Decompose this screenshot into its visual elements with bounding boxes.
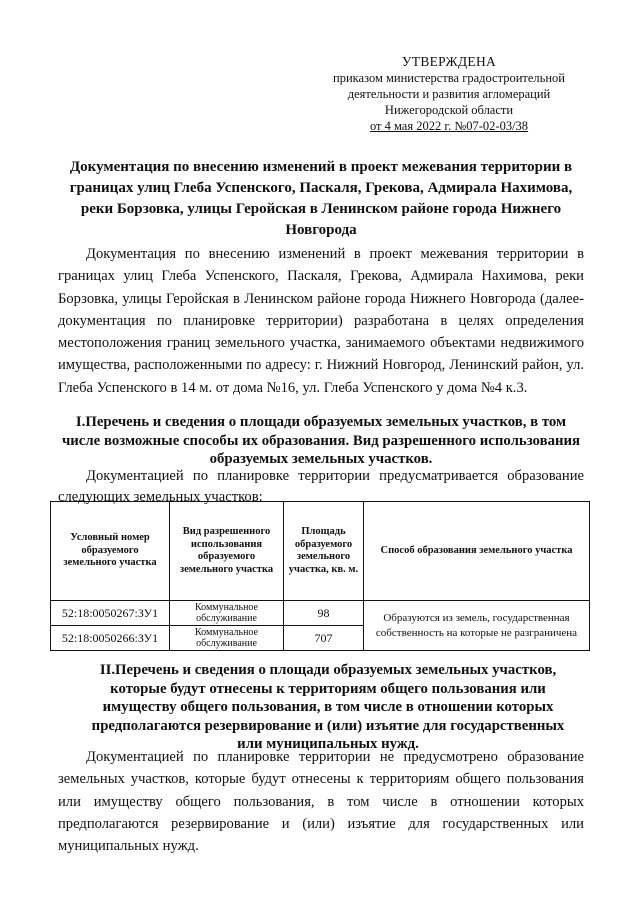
section2-heading: II.Перечень и сведения о площади образуемых земельных участков, которые будут отнесены к территориям общего пользования или имуществу общего пользования, в том числе в отношении которых предполагаются резервирование и (или) изъятие для государственных или муниципальных нужд. xyxy=(91,662,565,752)
document-title: Документация по внесению изменений в проект межевания территории в границах улиц Глеба Успенского, Паскаля, Грекова, Адмирала Нахимова, реки Борзовка, улицы Геройская в Ленинском районе города Нижнего Новгорода xyxy=(69,159,573,238)
plot-number-cell: 52:18:0050266:ЗУ1 xyxy=(51,626,170,651)
table-header-row xyxy=(51,502,590,601)
plot-use-cell: Коммунальное обслуживание xyxy=(170,601,284,626)
plot-area-cell: 707 xyxy=(284,626,364,651)
approval-order-number: от 4 мая 2022 г. №07-02-03/38 xyxy=(369,119,529,133)
approval-line: деятельности и развития агломераций xyxy=(347,87,551,101)
section2-text: Документацией по планировке территории не предусмотрено образование земельных участков, которые будут отнесены к территориям общего пользования или имуществу общего пользования, в том числе в отношении которых предполагаются резервирование и (или) изъятие для государственных или муниципальных нужд. xyxy=(58,749,584,855)
plot-area-cell: 98 xyxy=(284,601,364,626)
section1-heading: I.Перечень и сведения о площади образуемых земельных участков, в том числе возможные способы их образования. Вид разрешенного использования образуемых земельных участков. xyxy=(61,414,581,467)
column-header: Вид разрешенного использования образуемого земельного участка xyxy=(170,502,284,601)
approval-heading: УТВЕРЖДЕНА xyxy=(401,54,497,69)
column-header: Площадь образуемого земельного участка, кв. м. xyxy=(284,502,364,601)
plot-number-cell: 52:18:0050267:ЗУ1 xyxy=(51,601,170,626)
column-header: Условный номер образуемого земельного участка xyxy=(51,502,170,601)
section1-text: Документацией по планировке территории предусматривается образование следующих земельных участков: xyxy=(58,468,584,505)
intro-paragraph xyxy=(58,243,584,399)
plot-use-cell: Коммунальное обслуживание xyxy=(170,626,284,651)
intro-text: Документация по внесению изменений в проект межевания территории в границах улиц Глеба Успенского, Паскаля, Грекова, Адмирала Нахимова, реки Борзовка, улицы Геройская в Ленинском районе города Нижнего Новгорода (далее-документация по планировке территории) разработана в целях определения местоположения границ земельного участка, занимаемого объектами недвижимого имущества, расположенными по адресу: г. Нижний Новгород, Ленинский район, ул. Глеба Успенского в 14 м. от дома №16, ул. Глеба Успенского у дома №4 к.3. xyxy=(58,246,584,396)
column-header: Способ образования земельного участка xyxy=(364,502,590,601)
section2-paragraph xyxy=(58,746,584,857)
table-row xyxy=(51,601,590,626)
approval-stamp xyxy=(318,54,580,134)
approval-line: Нижегородской области xyxy=(384,103,514,117)
approval-line: приказом министерства градостроительной xyxy=(333,71,565,85)
plots-table xyxy=(50,501,590,651)
formation-method-cell: Образуются из земель, государственная собственность на которые не разграничена xyxy=(364,601,590,651)
